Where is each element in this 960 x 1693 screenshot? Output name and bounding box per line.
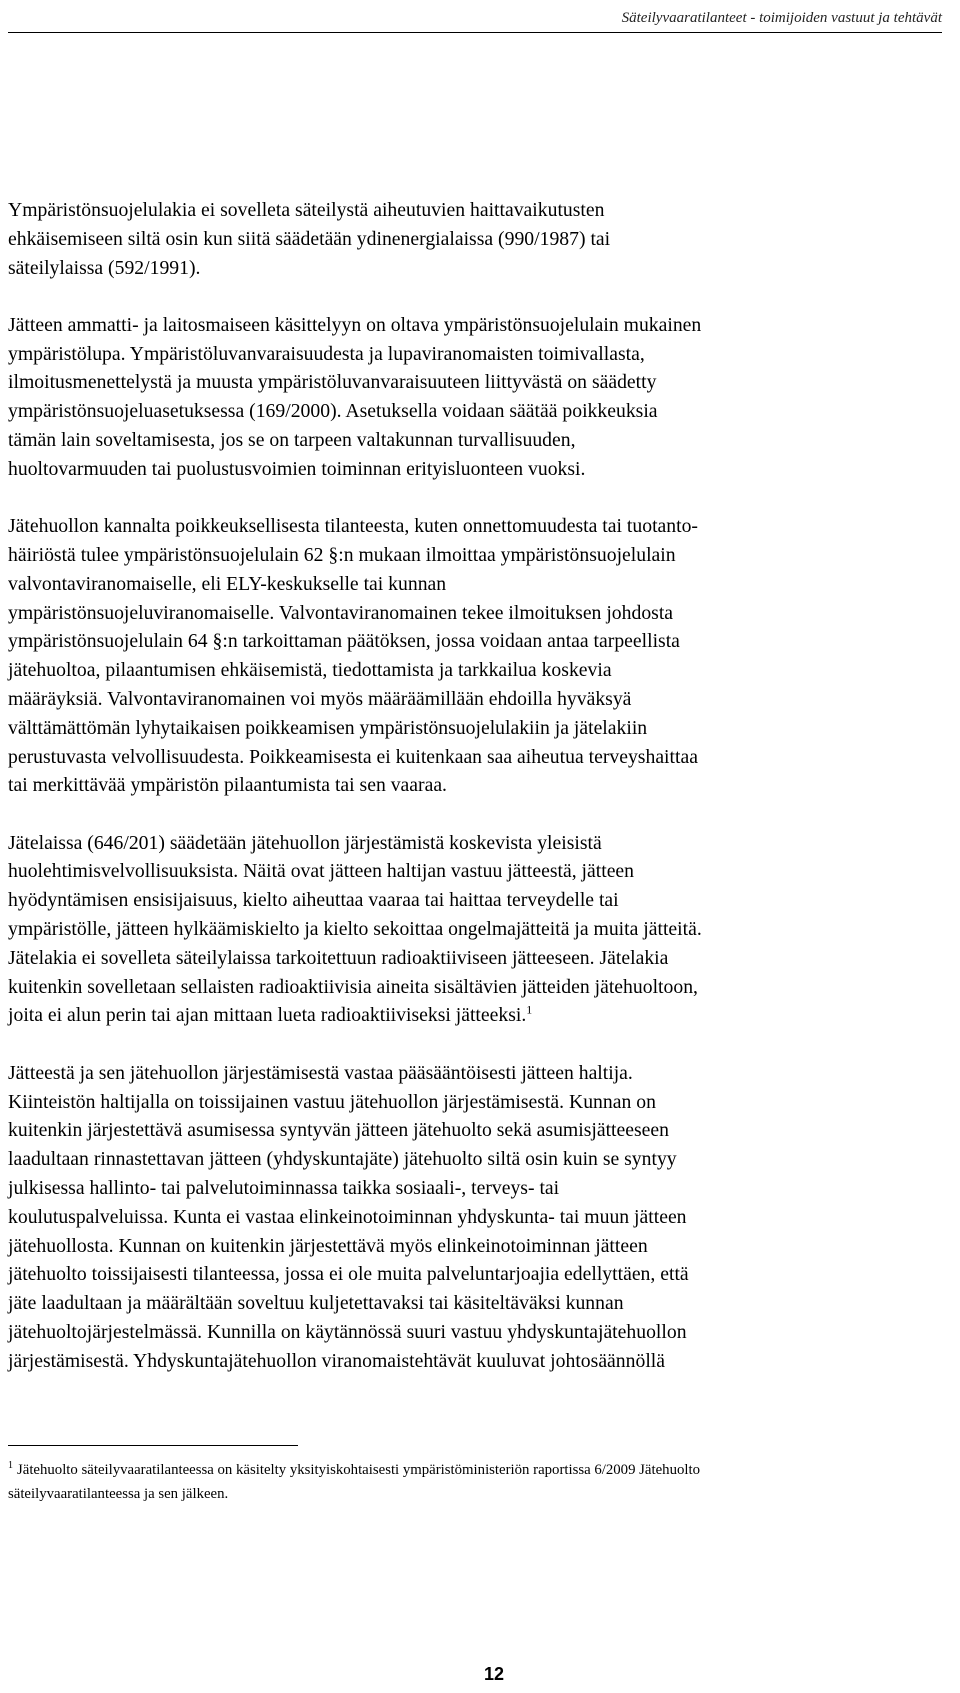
paragraph-3	[8, 512, 953, 800]
document-body	[8, 196, 953, 1404]
text-line: ilmoitusmenettelystä ja muusta ympäristöluvanvaraisuuteen liittyvästä on säädetty	[8, 371, 657, 394]
text-line: tämän lain soveltamisesta, jos se on tarpeen valtakunnan turvallisuuden,	[8, 429, 576, 452]
text-line: valvontaviranomaiselle, eli ELY-keskukselle tai kunnan	[8, 572, 447, 595]
text-line: järjestämisestä. Yhdyskuntajätehuollon viranomaistehtävät kuuluvat johtosäännöllä	[8, 1349, 666, 1372]
footnote-line	[8, 1458, 953, 1482]
text-line: jäte laadultaan ja määrältään soveltuu kuljetettavaksi tai käsiteltäväksi kunnan	[8, 1292, 624, 1315]
text-line: tai merkittävää ympäristön pilaantumista tai sen vaaraa.	[8, 774, 447, 797]
text-line: säteilylaissa (592/1991).	[8, 256, 201, 279]
text-line: ehkäisemiseen siltä osin kun siitä säädetään ydinenergialaissa (990/1987) tai	[8, 227, 611, 250]
text-line: ympäristönsuojeluasetuksessa (169/2000). Asetuksella voidaan säätää poikkeuksia	[8, 400, 658, 423]
text-line: Ympäristönsuojelulakia ei sovelleta säteilystä aiheutuvien haittavaikutusten	[8, 199, 605, 221]
page-number: 12	[483, 1664, 505, 1684]
text-line: jätehuollosta. Kunnan on kuitenkin järjestettävä myös elinkeinotoiminnan jätteen	[8, 1234, 648, 1257]
footnote-reference[interactable]: 1	[526, 1002, 533, 1017]
text-line: ympäristönsuojeluviranomaiselle. Valvontaviranomainen tekee ilmoituksen johdosta	[8, 601, 674, 624]
text-line: huoltovarmuuden tai puolustusvoimien toiminnan erityisluonteen vuoksi.	[8, 457, 586, 480]
footnote-line: säteilyvaaratilanteessa ja sen jälkeen.	[8, 1486, 229, 1502]
text-line: jätehuolto toissijaisesti tilanteessa, jossa ei ole muita palveluntarjoajia edellyttäen, että	[8, 1263, 689, 1286]
text-line: koulutuspalveluissa. Kunta ei vastaa elinkeinotoiminnan yhdyskunta- tai muun jätteen	[8, 1205, 687, 1228]
text-line	[8, 1001, 953, 1030]
text-line: julkisessa hallinto- tai palvelutoiminnassa taikka sosiaali-, terveys- tai	[8, 1176, 560, 1199]
text-line: ympäristölupa. Ympäristöluvanvaraisuudesta ja lupaviranomaisten toimivallasta,	[8, 342, 645, 365]
text-line: Jätteen ammatti- ja laitosmaiseen käsittelyyn on oltava ympäristönsuojelulain mukainen	[8, 313, 702, 336]
text-line: kuitenkin järjestettävä asumisessa syntyvän jätteen jätehuolto sekä asumisjätteeseen	[8, 1119, 669, 1142]
text-line: hyödyntämisen ensisijaisuus, kielto aiheuttaa vaaraa tai haittaa terveydelle tai	[8, 889, 619, 912]
paragraph-2	[8, 311, 953, 484]
paragraph-4	[8, 829, 953, 1031]
text-line: jätehuoltoa, pilaantumisen ehkäisemistä, tiedottamista ja tarkkailua koskevia	[8, 659, 612, 682]
paragraph-5	[8, 1059, 953, 1376]
footnote	[8, 1458, 953, 1506]
text-line: Jätteestä ja sen jätehuollon järjestämisestä vastaa pääsääntöisesti jätteen haltija.	[8, 1061, 633, 1084]
paragraph-1	[8, 196, 953, 282]
text-line-content: joita ei alun perin tai ajan mittaan lueta radioaktiiviseksi jätteeksi.	[8, 1004, 527, 1027]
text-line: Jätelaissa (646/201) säädetään jätehuollon järjestämistä koskevista yleisistä	[8, 831, 602, 854]
text-line: välttämättömän lyhytaikaisen poikkeamisen ympäristönsuojelulakiin ja jätelakiin	[8, 716, 648, 739]
footnote-text: Jätehuolto säteilyvaaratilanteessa on käsitelty yksityiskohtaisesti ympäristöministeriön raportissa 6/2009 Jätehuolto	[17, 1462, 700, 1478]
text-line: häiriöstä tulee ympäristönsuojelulain 62 §:n mukaan ilmoittaa ympäristönsuojelulain	[8, 543, 676, 566]
header-divider	[8, 32, 942, 33]
text-line: Jätelakia ei sovelleta säteilylaissa tarkoitettuun radioaktiiviseen jätteeseen. Jätelakia	[8, 946, 669, 969]
text-line: laadultaan rinnastettavan jätteen (yhdyskuntajäte) jätehuolto siltä osin kuin se syntyy	[8, 1148, 677, 1171]
text-line: jätehuoltojärjestelmässä. Kunnilla on käytännössä suuri vastuu yhdyskuntajätehuollon	[8, 1320, 687, 1343]
text-line: ympäristönsuojelulain 64 §:n tarkoittaman päätöksen, jossa voidaan antaa tarpeellista	[8, 630, 680, 653]
footnote-marker: 1	[8, 1460, 13, 1472]
footnote-divider	[8, 1445, 298, 1446]
text-line: kuitenkin sovelletaan sellaisten radioaktiivisia aineita sisältävien jätteiden jätehuoltoon,	[8, 975, 698, 998]
text-line: huolehtimisvelvollisuuksista. Näitä ovat jätteen haltijan vastuu jätteestä, jätteen	[8, 860, 635, 883]
text-line: perustuvasta velvollisuudesta. Poikkeamisesta ei kuitenkaan saa aiheutua terveyshaittaa	[8, 745, 698, 768]
running-header: Säteilyvaaratilanteet - toimijoiden vastuut ja tehtävät	[621, 10, 942, 26]
text-line: Kiinteistön haltijalla on toissijainen vastuu jätehuollon järjestämisestä. Kunnan on	[8, 1090, 656, 1113]
text-line: määräyksiä. Valvontaviranomainen voi myös määräämillään ehdoilla hyväksyä	[8, 687, 632, 710]
text-line: Jätehuollon kannalta poikkeuksellisesta tilanteesta, kuten onnettomuudesta tai tuotanto-	[8, 515, 698, 538]
text-line: ympäristölle, jätteen hylkäämiskielto ja kielto sekoittaa ongelmajätteitä ja muita jätteitä.	[8, 918, 702, 941]
